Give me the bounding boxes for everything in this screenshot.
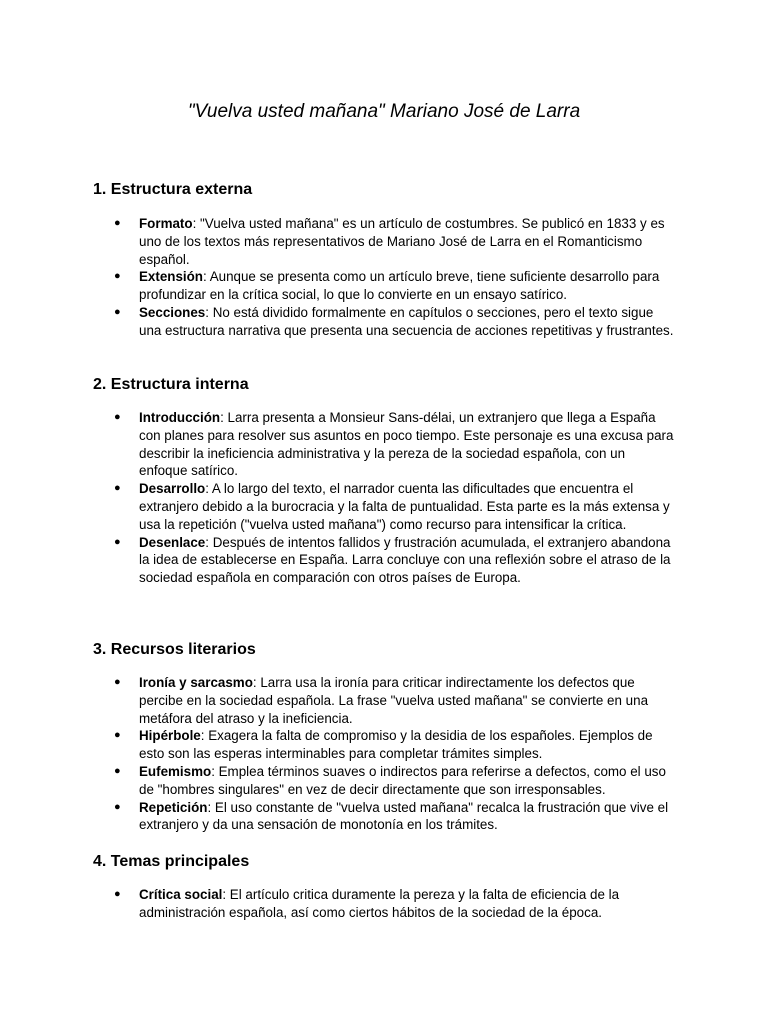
item-term: Formato (139, 216, 193, 231)
item-term: Desarrollo (139, 481, 206, 497)
item-term: Crítica social (139, 887, 223, 902)
bullet-list (114, 674, 674, 834)
bullet-list (114, 215, 674, 340)
section-heading: 1. Estructura externa (93, 181, 253, 198)
bullet-icon: ● (114, 764, 121, 777)
item-term: Secciones (139, 304, 206, 320)
item-text: : A lo largo del texto, el narrador cuenta las dificultades que encuentra el extranjero debido a la burocracia y la falta de puntualidad. Esta parte es la más extensa y usa la repetición ("vuelva usted mañana") como recurso para intensificar la crítica. (139, 481, 670, 532)
list-item (114, 674, 674, 727)
list-item (114, 886, 674, 922)
item-term: Ironía y sarcasmo (139, 675, 253, 690)
item-text: : Exagera la falta de compromiso y la desidia de los españoles. Ejemplos de esto son las esperas interminables para completar trámites simples. (139, 728, 653, 762)
bullet-icon: ● (114, 411, 121, 423)
bullet-icon: ● (114, 729, 121, 742)
list-item (114, 799, 674, 835)
list-item (114, 409, 674, 480)
list-item (114, 763, 674, 799)
item-term: Extensión (139, 269, 203, 285)
item-text: : Emplea términos suaves o indirectos para referirse a defectos, como el uso de "hombres singulares" en vez de decir directamente que son irresponsables. (139, 763, 666, 797)
item-text: : No está dividido formalmente en capítulos o secciones, pero el texto sigue una estructura narrativa que presenta una secuencia de acciones repetitivas y frustrantes. (139, 304, 674, 338)
bullet-icon: ● (114, 535, 121, 548)
section-heading: 3. Recursos literarios (93, 641, 256, 658)
item-text: : El artículo critica duramente la pereza y la falta de eficiencia de la administración española, así como ciertos hábitos de la sociedad de la época. (139, 887, 620, 920)
section-recursos-literarios (93, 640, 683, 833)
item-term: Desenlace (139, 534, 206, 550)
list-item (114, 534, 674, 587)
bullet-icon: ● (114, 800, 121, 813)
bullet-icon: ● (114, 217, 121, 229)
item-text: : "Vuelva usted mañana" es un artículo de costumbres. Se publicó en 1833 y es uno de los textos más representativos de Mariano José de Larra en el Romanticismo español. (139, 216, 665, 267)
item-term: Hipérbole (139, 728, 201, 744)
list-item (114, 727, 674, 763)
section-heading: 2. Estructura interna (93, 376, 249, 393)
item-text: : Larra usa la ironía para criticar indirectamente los defectos que percibe en la sociedad española. La frase "vuelva usted mañana" se convierte en una metáfora del atraso y la ineficiencia. (139, 675, 649, 726)
bullet-list (114, 409, 674, 587)
bullet-icon: ● (114, 482, 121, 495)
document-title: "Vuelva usted mañana" Mariano José de Larra (187, 101, 581, 122)
item-text: : El uso constante de "vuelva usted mañana" recalca la frustración que vive el extranjero y da una sensación de monotonía en los trámites. (139, 799, 669, 833)
bullet-list (114, 886, 674, 922)
section-temas-principales (93, 852, 683, 920)
section-estructura-interna (93, 375, 683, 586)
bullet-icon: ● (114, 270, 121, 283)
item-term: Eufemismo (139, 763, 212, 779)
list-item (114, 304, 674, 340)
section-heading: 4. Temas principales (93, 853, 250, 870)
list-item (114, 480, 674, 533)
item-text: : Después de intentos fallidos y frustración acumulada, el extranjero abandona la idea de establecerse en España. Larra concluye con una reflexión sobre el atraso de la sociedad española en comparación con otros países de Europa. (139, 534, 671, 586)
list-item (114, 215, 674, 268)
item-text: : Larra presenta a Monsieur Sans-délai, un extranjero que llega a España con planes para resolver sus asuntos en poco tiempo. Este personaje es una excusa para describir la ineficiencia administrativa y la pereza de la sociedad española, con un enfoque satírico. (139, 410, 674, 479)
item-text: : Aunque se presenta como un artículo breve, tiene suficiente desarrollo para profundizar en la crítica social, lo que lo convierte en un ensayo satírico. (139, 269, 660, 303)
item-term: Introducción (139, 410, 221, 425)
section-estructura-externa (93, 180, 683, 338)
bullet-icon: ● (114, 305, 121, 318)
bullet-icon: ● (114, 888, 121, 900)
list-item (114, 268, 674, 304)
item-term: Repetición (139, 799, 208, 815)
bullet-icon: ● (114, 676, 121, 688)
